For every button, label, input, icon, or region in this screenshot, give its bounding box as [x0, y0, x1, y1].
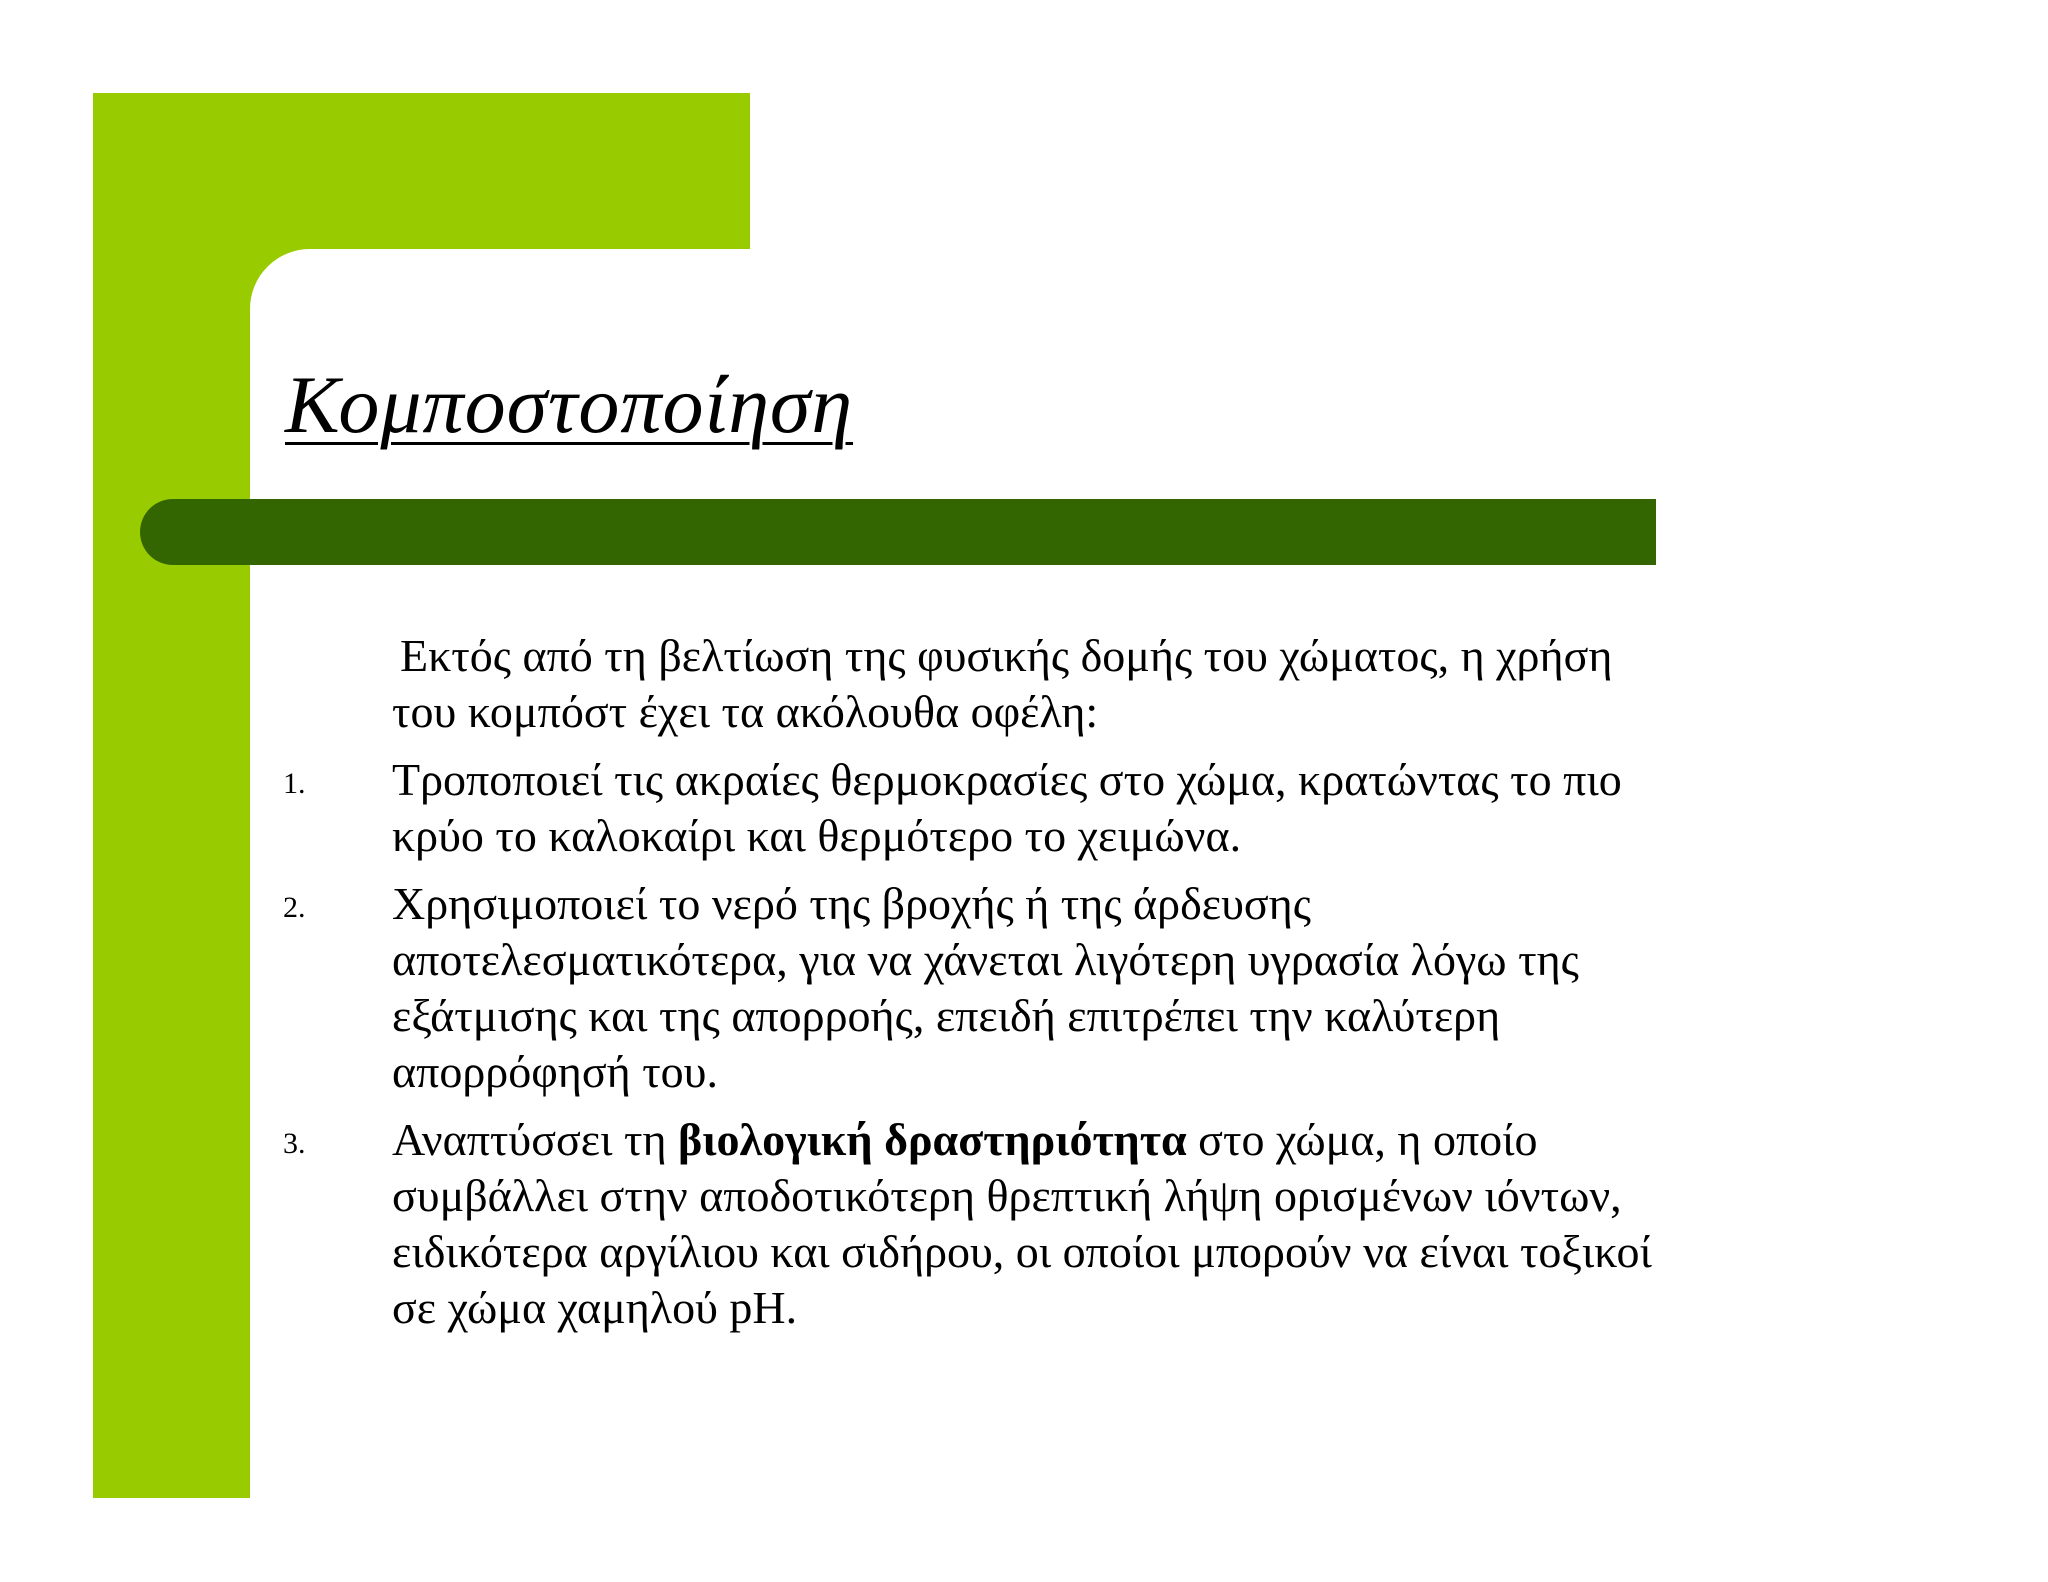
list-item-line: εξάτμισης και της απορροής, επειδή επιτρέπει την καλύτερη — [392, 990, 1501, 1041]
list-item-number: 2. — [283, 891, 306, 924]
decorative-title-divider — [140, 499, 1656, 565]
list-item-line: σε χώμα χαμηλού pH. — [392, 1282, 798, 1333]
list-item-text — [392, 752, 1842, 864]
list-item-text — [392, 876, 1842, 1100]
list-item-text-prefix: Αναπτύσσει τη — [392, 1114, 679, 1165]
list-item-text — [392, 1112, 1842, 1336]
list-item-line: ειδικότερα αργίλιου και σιδήρου, οι οποίοι μπορούν να είναι τοξικοί — [392, 1226, 1652, 1277]
slide-title: Κομποστοποίηση — [285, 359, 854, 450]
list-item-line: αποτελεσματικότερα, για να χάνεται λιγότερη υγρασία λόγω της — [392, 934, 1579, 985]
list-item-line: Τροποποιεί τις ακραίες θερμοκρασίες στο χώμα, κρατώντας το πιο — [392, 754, 1622, 805]
list-item-line — [392, 1112, 1842, 1168]
list-item-number: 1. — [283, 767, 306, 800]
list-item-line: Χρησιμοποιεί το νερό της βροχής ή της άρδευσης — [392, 878, 1311, 929]
intro-paragraph — [392, 628, 1812, 740]
list-item-line: απορρόφησή του. — [392, 1046, 718, 1097]
decorative-vertical-bar — [93, 93, 250, 1498]
list-item-line: συμβάλλει στην αποδοτικότερη θρεπτική λήψη ορισμένων ιόντων, — [392, 1170, 1622, 1221]
list-item-emphasis: βιολογική δραστηριότητα — [678, 1114, 1187, 1165]
intro-line: Εκτός από τη βελτίωση της φυσικής δομής του χώματος, η χρήση — [400, 630, 1613, 681]
decorative-top-bar — [93, 93, 750, 249]
list-item-line: κρύο το καλοκαίρι και θερμότερο το χειμώνα. — [392, 810, 1242, 861]
list-item-number: 3. — [283, 1127, 306, 1160]
intro-line: του κομπόστ έχει τα ακόλουθα οφέλη: — [392, 686, 1099, 737]
list-item-text-suffix: στο χώμα, η οποίο — [1186, 1114, 1538, 1165]
